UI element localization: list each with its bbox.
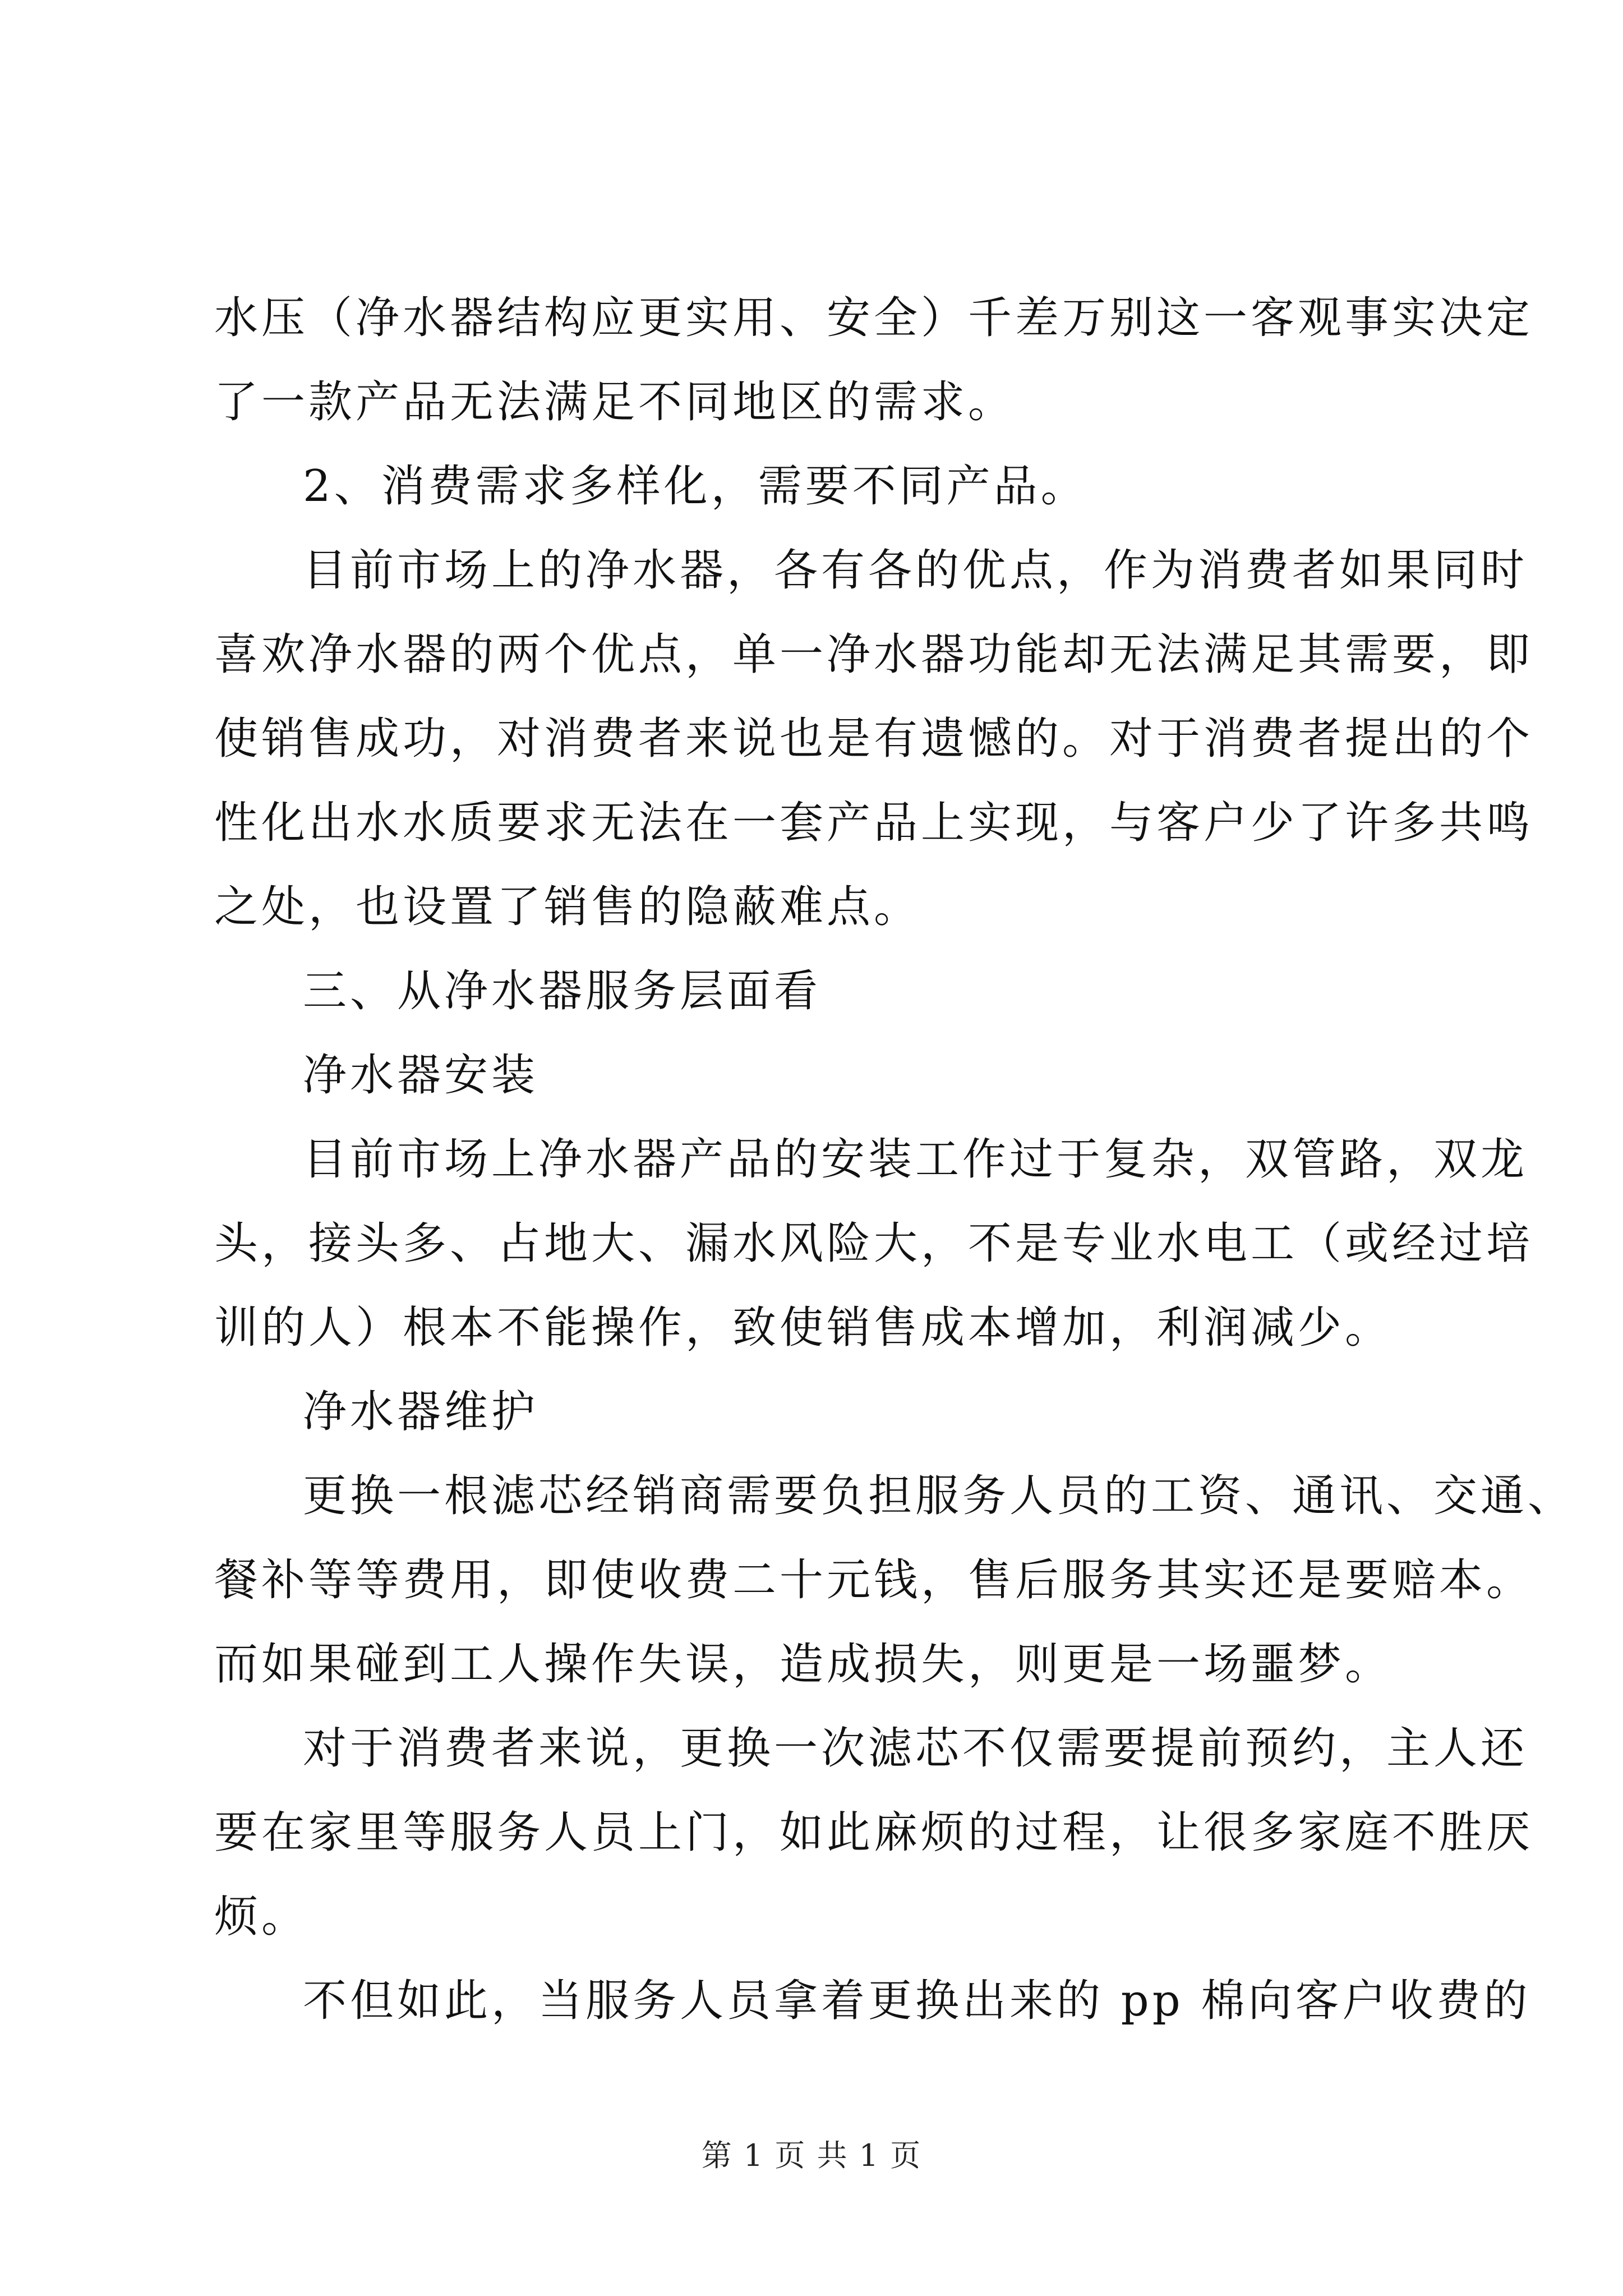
subsection-heading: 净水器维护 — [303, 1387, 539, 1437]
text-line: 餐补等等费用，即使收费二十元钱，售后服务其实还是要赔本。 — [214, 1555, 1534, 1605]
text-line: 更换一根滤芯经销商需要负担服务人员的工资、通讯、交通、 — [303, 1471, 1575, 1521]
section-heading: 三、从净水器服务层面看 — [303, 966, 822, 1016]
text-line: 2、消费需求多样化，需要不同产品。 — [303, 461, 1088, 512]
text-line: 使销售成功，对消费者来说也是有遗憾的。对于消费者提出的个 — [214, 714, 1534, 764]
text-line: 头，接头多、占地大、漏水风险大，不是专业水电工（或经过培 — [214, 1218, 1534, 1269]
text-line: 烦。 — [214, 1892, 309, 1942]
document-body — [214, 276, 1575, 2043]
text-line: 对于消费者来说，更换一次滤芯不仅需要提前预约，主人还 — [303, 1723, 1528, 1774]
subsection-heading: 净水器安装 — [303, 1050, 539, 1101]
text-line: 性化出水水质要求无法在一套产品上实现，与客户少了许多共鸣 — [214, 798, 1534, 848]
text-line: 要在家里等服务人员上门，如此麻烦的过程，让很多家庭不胜厌 — [214, 1807, 1534, 1858]
text-line: 而如果碰到工人操作失误，造成损失，则更是一场噩梦。 — [214, 1639, 1393, 1690]
text-line: 水压（净水器结构应更实用、安全）千差万别这一客观事实决定 — [214, 293, 1534, 343]
text-line: 目前市场上净水器产品的安装工作过于复杂，双管路，双龙 — [303, 1134, 1528, 1185]
text-line: 了一款产品无法满足不同地区的需求。 — [214, 377, 1016, 427]
text-line: 不但如此，当服务人员拿着更换出来的 pp 棉向客户收费的 — [303, 1976, 1531, 2026]
text-line: 目前市场上的净水器，各有各的优点，作为消费者如果同时 — [303, 545, 1528, 596]
text-line: 喜欢净水器的两个优点，单一净水器功能却无法满足其需要，即 — [214, 629, 1534, 680]
text-line: 之处，也设置了销售的隐蔽难点。 — [214, 882, 921, 932]
text-line: 训的人）根本不能操作，致使销售成本增加，利润减少。 — [214, 1303, 1393, 1353]
page-footer: 第 1 页 共 1 页 — [701, 2138, 922, 2173]
